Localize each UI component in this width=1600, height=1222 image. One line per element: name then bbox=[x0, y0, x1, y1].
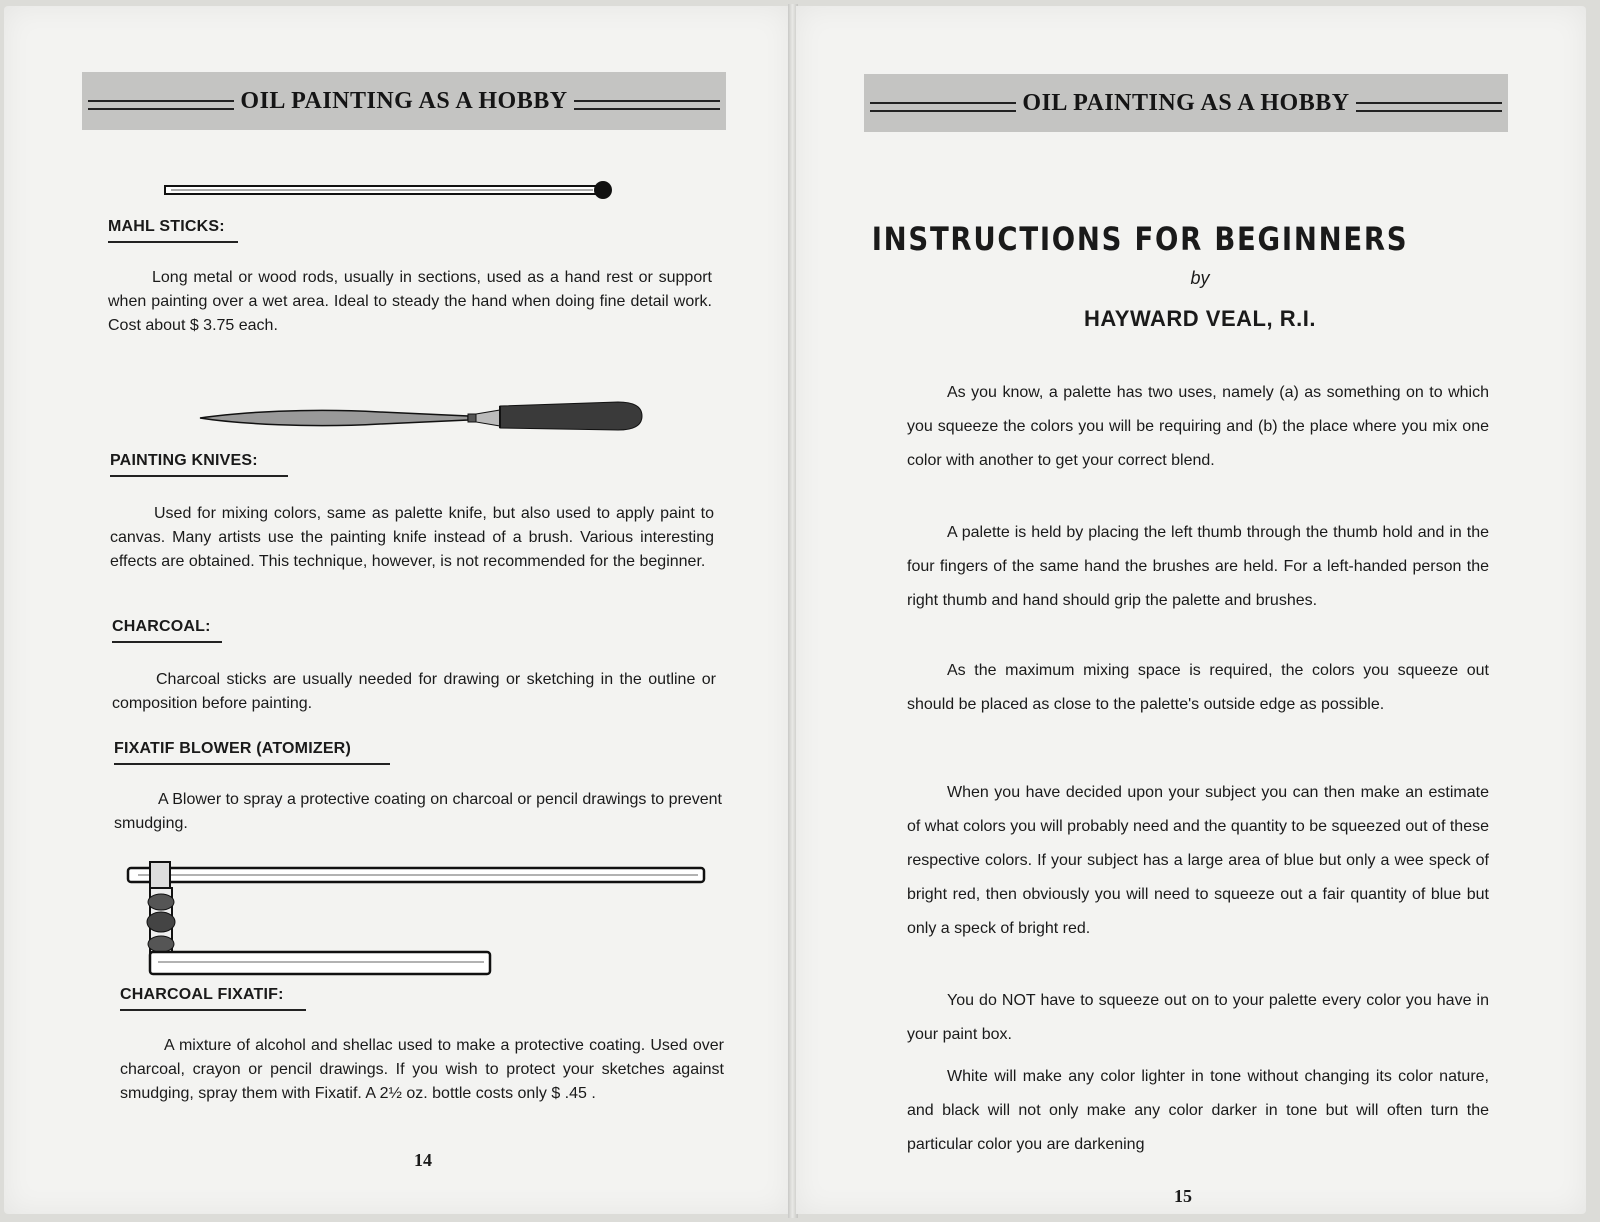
chapter-title: INSTRUCTIONS FOR BEGINNERS bbox=[871, 220, 1409, 258]
body-mahl-sticks: Long metal or wood rods, usually in sections, used as a hand rest or support when painting over a wet area. Ideal to steady the hand when doing fine detail work. Cost about $ 3.75 each. bbox=[108, 269, 712, 334]
body-painting-knives: Used for mixing colors, same as palette knife, but also used to apply paint to canvas. Many artists use the painting knife instead of a brush. Various interesting effects are obtained. This technique, however, is not recommended for the beginner. bbox=[110, 505, 714, 570]
paragraph-estimate-colors: When you have decided upon your subject you can then make an estimate of what colors you will probably need and the quantity to be squeezed out of these respective colors. If your subject has a large area of blue but only a wee speck of bright red, then obviously you will need to squeeze out a fair quantity of blue but only a speck of bright red. bbox=[907, 784, 1489, 937]
heading-mahl-sticks: MAHL STICKS: bbox=[108, 218, 238, 243]
paragraph-holding-palette: A palette is held by placing the left thumb through the thumb hold and in the four fingers of the same hand the brushes are held. For a left-handed person the right thumb and hand should grip the palette and brushes. bbox=[907, 524, 1489, 609]
left-header-title: OIL PAINTING AS A HOBBY bbox=[240, 87, 568, 114]
fixatif-blower-illustration bbox=[128, 862, 710, 980]
body-fixatif-blower: A Blower to spray a protective coating on charcoal or pencil drawings to prevent smudging. bbox=[114, 791, 722, 832]
paragraph-not-every-color: You do NOT have to squeeze out on to your palette every color you have in your paint box. bbox=[907, 992, 1489, 1043]
paragraph-palette-uses: As you know, a palette has two uses, namely (a) as something on to which you squeeze the colors you will be requiring and (b) the place where you mix one color with another to get your correct blend. bbox=[907, 384, 1489, 469]
painting-knife-illustration bbox=[200, 398, 645, 438]
header-rule-left bbox=[88, 100, 234, 110]
body-charcoal: Charcoal sticks are usually needed for drawing or sketching in the outline or composition before painting. bbox=[112, 671, 716, 712]
paragraph-mixing-space: As the maximum mixing space is required, the colors you squeeze out should be placed as close to the palette's outside edge as possible. bbox=[907, 662, 1489, 713]
heading-charcoal-fixatif: CHARCOAL FIXATIF: bbox=[120, 986, 306, 1011]
right-page-number: 15 bbox=[1174, 1186, 1192, 1206]
mahl-stick-illustration bbox=[165, 178, 615, 208]
byline: by bbox=[1190, 268, 1210, 288]
header-rule-right bbox=[1356, 102, 1502, 112]
paragraph-white-black: White will make any color lighter in tone without changing its color nature, and black will not only make any color darker in tone but will often turn the particular color you are darkening bbox=[907, 1068, 1489, 1153]
right-page-header bbox=[864, 74, 1508, 132]
header-rule-left bbox=[870, 102, 1016, 112]
left-page-header bbox=[82, 72, 726, 130]
heading-painting-knives: PAINTING KNIVES: bbox=[110, 452, 288, 477]
header-rule-right bbox=[574, 100, 720, 110]
author-name: HAYWARD VEAL, R.I. bbox=[1084, 306, 1316, 331]
heading-fixatif-blower: FIXATIF BLOWER (ATOMIZER) bbox=[114, 740, 390, 765]
body-charcoal-fixatif: A mixture of alcohol and shellac used to make a protective coating. Used over charcoal, crayon or pencil drawings. If you wish to protect your sketches against smudging, spray them with Fixatif. A 2½ oz. bottle costs only $ .45 . bbox=[120, 1037, 724, 1102]
heading-charcoal: CHARCOAL: bbox=[112, 618, 222, 643]
right-header-title: OIL PAINTING AS A HOBBY bbox=[1022, 89, 1350, 116]
left-page-number: 14 bbox=[414, 1150, 432, 1170]
